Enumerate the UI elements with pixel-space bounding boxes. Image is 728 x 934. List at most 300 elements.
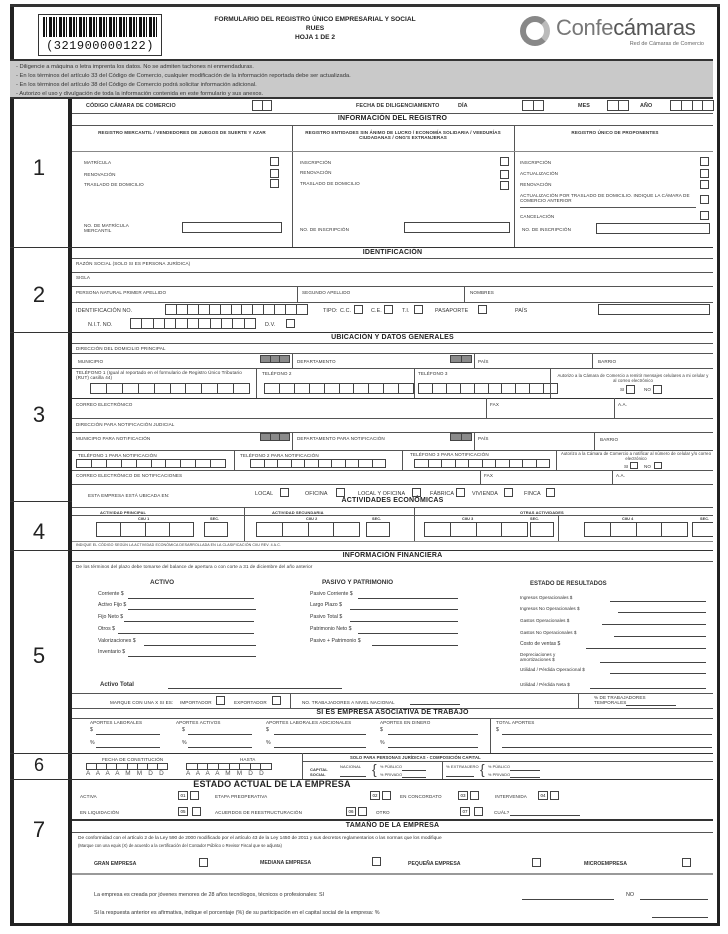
section-number-2: 2 <box>32 282 46 307</box>
divider <box>72 832 713 833</box>
activo-total-input[interactable] <box>168 688 342 689</box>
codigo-camara-label: CÓDIGO CÁMARA DE COMERCIO <box>86 103 176 109</box>
dv-label: D.V. <box>265 322 276 328</box>
divider <box>292 432 293 450</box>
telefono3-input[interactable] <box>418 383 558 394</box>
capital-social-label: CAPITAL SOCIAL <box>310 767 328 777</box>
inventario-label: Inventario $ <box>98 649 126 655</box>
divider <box>292 125 293 247</box>
fecha-constitucion-input[interactable] <box>86 763 168 770</box>
nacional-label: NACIONAL <box>340 764 362 769</box>
nombres-label: NOMBRES <box>470 290 494 295</box>
estado-code: 02 <box>370 791 380 800</box>
divider <box>72 353 713 354</box>
divider <box>592 353 593 368</box>
ciiu1-input[interactable] <box>96 522 194 537</box>
gastos-no-op-input[interactable] <box>614 636 706 637</box>
estado-activa-checkbox[interactable] <box>190 791 199 800</box>
estado-concordato-checkbox[interactable] <box>470 791 479 800</box>
aportes-laborales-label: APORTES LABORALES <box>90 720 143 725</box>
confecamaras-logo <box>520 13 710 53</box>
cual-input[interactable] <box>510 815 580 816</box>
divider <box>297 286 298 302</box>
activo-fijo-input[interactable] <box>128 609 256 610</box>
aportes-laborales-dollar-input[interactable] <box>96 734 160 735</box>
pasivo-title: PASIVO Y PATRIMONIO <box>322 579 394 586</box>
primer-apellido-label: PERSONA NATURAL PRIMER APELLIDO <box>76 290 167 295</box>
privado-label: % PRIVADO <box>488 773 511 777</box>
telefono2-input[interactable] <box>264 383 414 394</box>
estado-concordato-label: EN CONCORDATO <box>400 794 442 799</box>
autoriza-mensajes-label: Autorizo a la Cámara de Comercio a remitir mensajes celulares a mi celular y al correo electrónico <box>557 373 709 383</box>
importador-label: IMPORTADOR <box>180 700 212 705</box>
divider <box>612 470 613 484</box>
dir-notificacion-label: DIRECCIÓN PARA NOTIFICACIÓN JUDICIAL <box>76 422 175 427</box>
autoriza-notificar-si-checkbox[interactable] <box>630 462 638 469</box>
codigo-camara-input[interactable] <box>252 100 272 111</box>
jovenes-question: La empresa es creada por jóvenes menores de 28 años tecnólogos, técnicos o profesionales: SI <box>94 892 325 898</box>
divider <box>474 353 475 368</box>
estado-code: 03 <box>458 791 468 800</box>
fijo-neto-input[interactable] <box>124 621 254 622</box>
gran-empresa-checkbox[interactable] <box>199 858 208 867</box>
section-divider-column <box>68 99 72 923</box>
temporales-label: % DE TRABAJADORES TEMPORALES <box>594 695 646 705</box>
col2-item-label: INSCRIPCIÓN <box>300 160 332 165</box>
col2-title: REGISTRO ENTIDADES SIN ÁNIMO DE LUCRO / ECONOMÍA SOLIDARIA / VEEDURÍAS CIUDADANAS / ONG'S EXTRANJERAS <box>305 130 501 140</box>
estado-preoperativa-checkbox[interactable] <box>382 791 391 800</box>
divider <box>556 450 557 470</box>
ciiu2-input[interactable] <box>256 522 360 537</box>
tamano-instruction: (Marque con una equis (X) de acuerdo a la certificación del Contador Público o Revisor Fiscal que se adjunta) <box>78 843 282 848</box>
pais-label: PAÍS <box>515 308 528 314</box>
divider <box>10 550 713 551</box>
date-format-hint: A A A A M M D D <box>86 770 166 777</box>
utilidad-op-label: Utilidad / Pérdida Operacional $ <box>520 667 585 672</box>
asociativa-title: SI ES EMPRESA ASOCIATIVA DE TRABAJO <box>316 709 469 716</box>
fabrica-checkbox[interactable] <box>456 488 465 497</box>
logo-name: Confecámaras <box>556 15 696 40</box>
col1-title: REGISTRO MERCANTIL / VENDEDORES DE JUEGOS DE SUERTE Y AZAR <box>98 130 266 135</box>
si-label: SI <box>624 464 629 469</box>
barrio-label: BARRIO <box>598 359 617 364</box>
pasivo-corriente-input[interactable] <box>358 598 458 599</box>
col1-item-label: MATRÍCULA <box>84 160 112 165</box>
section-number-5: 5 <box>32 643 46 668</box>
sigla-label: SIGLA <box>76 275 91 280</box>
importador-checkbox[interactable] <box>216 696 225 705</box>
divider <box>72 398 713 399</box>
percent-sign: % <box>266 740 271 746</box>
dollar-sign: $ <box>182 727 185 733</box>
autoriza-mensajes-si-checkbox[interactable] <box>626 385 635 394</box>
jovenes-no-input[interactable] <box>640 899 708 900</box>
resultados-title: ESTADO DE RESULTADOS <box>530 581 607 587</box>
direccion-label: DIRECCIÓN DEL DOMICILIO PRINCIPAL <box>76 346 166 351</box>
total-aportes-dollar-input[interactable] <box>502 734 712 735</box>
traslado-rup-checkbox[interactable] <box>700 195 709 204</box>
largo-plazo-input[interactable] <box>350 609 458 610</box>
pasivo-patrimonio-input[interactable] <box>372 645 458 646</box>
brace-icon: { <box>480 761 485 777</box>
matricula-number-label: NO. DE MATRÍCULA MERCANTIL <box>84 223 129 233</box>
aportes-dinero-percent-input[interactable] <box>388 747 478 748</box>
aportes-adicionales-percent-input[interactable] <box>274 747 366 748</box>
muni-notificacion-label: MUNICIPIO PARA NOTIFICACIÓN <box>76 436 151 441</box>
estado-code: 06 <box>346 807 356 816</box>
logo-subtitle: Red de Cámaras de Comercio <box>629 41 704 47</box>
divider <box>520 207 696 208</box>
traslado-esal-checkbox[interactable] <box>500 181 509 190</box>
estado-reestructuracion-label: ACUERDOS DE REESTRUCTURACIÓN <box>215 810 303 815</box>
form-page <box>10 4 720 926</box>
ingresos-op-label: Ingresos Operacionales $ <box>520 595 573 600</box>
temporales-input[interactable] <box>626 705 676 706</box>
col1-item-label: TRASLADO DE DOMICILIO <box>84 182 144 187</box>
estado-code: 01 <box>178 791 188 800</box>
pasivo-total-input[interactable] <box>350 621 458 622</box>
estado-code: 05 <box>178 807 188 816</box>
col3-item-label: RENOVACIÓN <box>520 182 552 187</box>
porcentaje-input[interactable] <box>652 917 708 918</box>
title-line-2: RUES <box>305 25 325 32</box>
instructions-notice <box>10 59 713 99</box>
ciiu4-input[interactable] <box>584 522 688 537</box>
section-number-3: 3 <box>32 402 46 427</box>
local-checkbox[interactable] <box>280 488 289 497</box>
fax-notificacion-label: FAX <box>484 473 493 478</box>
pais-input[interactable] <box>598 304 710 315</box>
trabajadores-input[interactable] <box>410 704 460 705</box>
divider <box>614 398 615 418</box>
otras-actividades-label: OTRAS ACTIVIDADES <box>520 510 564 515</box>
inventario-input[interactable] <box>128 656 256 657</box>
sec-label: SEC. <box>372 517 382 521</box>
financiera-intro: De los términos del plazo debe tomarse del balance de apertura o con corte a 31 de diciembre del año anterior <box>76 564 313 569</box>
mediana-empresa-checkbox[interactable] <box>372 857 381 866</box>
depto-notificacion-label: DEPARTAMENTO PARA NOTIFICACIÓN <box>297 436 385 441</box>
cancelacion-rup-checkbox[interactable] <box>700 211 709 220</box>
divider <box>72 507 713 508</box>
utilidad-neta-input[interactable] <box>590 688 706 689</box>
sec3-input[interactable] <box>530 522 554 537</box>
section-number-1: 1 <box>32 155 46 180</box>
local-oficina-checkbox[interactable] <box>412 488 421 497</box>
renovacion-rup-checkbox[interactable] <box>700 180 709 189</box>
divider <box>442 761 443 779</box>
aportes-dinero-label: APORTES EN DINERO <box>380 720 431 725</box>
divider <box>490 718 491 753</box>
traslado-checkbox[interactable] <box>270 179 279 188</box>
autoriza-mensajes-no-checkbox[interactable] <box>653 385 662 394</box>
sec2-input[interactable] <box>366 522 390 537</box>
inscripcion-esal-number-input[interactable] <box>404 222 510 233</box>
cc-label: C.C. <box>340 308 352 314</box>
barrio-notificacion-label: BARRIO <box>600 437 619 442</box>
divider <box>10 247 713 248</box>
estado-liquidacion-label: EN LIQUIDACIÓN <box>80 810 119 815</box>
nacional-publico-input[interactable] <box>402 770 426 771</box>
inscripcion-rup-number-input[interactable] <box>596 223 710 234</box>
ciiu-note: INDIQUE EL CÓDIGO SEGÚN LA ACTIVIDAD ECONÓMICA DESARROLLADA EN LA CLASIFICACIÓN CIIU REV. 4 A.C. <box>76 543 282 547</box>
tel2-notificacion-input[interactable] <box>250 459 386 468</box>
patrimonio-neto-input[interactable] <box>358 633 458 634</box>
depreciaciones-input[interactable] <box>600 662 706 663</box>
sec4-input[interactable] <box>692 522 713 537</box>
patrimonio-neto-label: Patrimonio Neto $ <box>310 626 352 632</box>
nacional-privado-input[interactable] <box>402 777 426 778</box>
actividad-secundaria-label: ACTIVIDAD SECUNDARIA <box>272 510 324 515</box>
no-label: NO <box>644 387 652 392</box>
matricula-checkbox[interactable] <box>270 157 279 166</box>
nacional-input[interactable] <box>340 776 366 777</box>
ti-checkbox[interactable] <box>414 305 423 314</box>
activo-corriente-input[interactable] <box>128 598 254 599</box>
section-number-4: 4 <box>32 519 46 544</box>
municipio-label: MUNICIPIO <box>78 359 104 364</box>
title-line-3: HOJA 1 DE 2 <box>294 34 336 41</box>
divider <box>72 418 713 419</box>
divider <box>302 761 713 762</box>
estado-code: 04 <box>538 791 548 800</box>
gran-empresa-label: GRAN EMPRESA <box>94 861 137 867</box>
ingresos-no-op-label: Ingresos No Operacionales $ <box>520 606 580 611</box>
sec1-input[interactable] <box>204 522 228 537</box>
date-format-hint: A A A A M M D D <box>186 770 266 777</box>
nit-label: N.I.T. NO. <box>88 322 113 328</box>
ingresos-no-op-input[interactable] <box>618 612 706 613</box>
divider <box>72 561 713 562</box>
ingresos-op-input[interactable] <box>610 601 706 602</box>
estado-activa-label: ACTIVA <box>80 794 97 799</box>
section3-title: UBICACIÓN Y DATOS GENERALES <box>331 334 454 341</box>
divider <box>72 368 713 369</box>
section-number-6: 6 <box>33 755 44 775</box>
depreciaciones-label: Depreciaciones y amortizaciones $ <box>520 652 556 662</box>
divider <box>514 125 515 247</box>
activo-fijo-label: Activo Fijo $ <box>98 602 127 608</box>
fecha-label: FECHA DE DILIGENCIAMIENTO <box>356 103 440 109</box>
renovacion-esal-checkbox[interactable] <box>500 170 509 179</box>
divider <box>474 432 475 450</box>
jovenes-no-label: NO <box>626 892 635 898</box>
tel1-notificacion-input[interactable] <box>76 459 226 468</box>
col3-item-label: ACTUALIZACIÓN POR TRASLADO DE DOMICILIO. INDIQUE LA CÁMARA DE COMERCIO ANTERIOR <box>520 193 690 203</box>
activo-total-label: Activo Total <box>100 682 134 688</box>
estado-code: 07 <box>460 807 470 816</box>
sec-label: SEC. <box>210 517 220 521</box>
cc-checkbox[interactable] <box>354 305 363 314</box>
publico-label: % PÚBLICO <box>380 765 402 769</box>
estado-otro-checkbox[interactable] <box>474 807 483 816</box>
divider <box>72 151 713 152</box>
ubicacion-option-label: OFICINA <box>305 491 328 497</box>
section5-title: INFORMACIÓN FINANCIERA <box>342 552 443 559</box>
divider <box>72 272 713 273</box>
largo-plazo-label: Largo Plazo $ <box>310 602 343 608</box>
divider <box>558 515 559 541</box>
otros-input[interactable] <box>118 633 254 634</box>
divider <box>10 753 713 754</box>
identificacion-input[interactable] <box>165 304 308 315</box>
divider <box>414 507 415 541</box>
tel3-notificacion-input[interactable] <box>414 459 550 468</box>
divider <box>72 718 713 719</box>
divider <box>578 693 579 708</box>
pequena-empresa-label: PEQUEÑA EMPRESA <box>408 861 461 867</box>
ciiu3-input[interactable] <box>424 522 528 537</box>
fecha-hasta-input[interactable] <box>186 763 272 770</box>
pequena-empresa-checkbox[interactable] <box>532 858 541 867</box>
ciiu-label: CIIU 1 <box>138 517 150 521</box>
utilidad-op-input[interactable] <box>610 673 706 674</box>
divider <box>10 332 713 333</box>
tamano-title: TAMAÑO DE LA EMPRESA <box>345 822 440 829</box>
total-aportes-label: TOTAL APORTES <box>496 720 535 725</box>
dia-label: DÍA <box>458 103 468 109</box>
ce-checkbox[interactable] <box>384 305 393 314</box>
divider <box>72 343 713 344</box>
pasivo-total-label: Pasivo Total $ <box>310 614 343 620</box>
inscripcion-rup-checkbox[interactable] <box>700 157 709 166</box>
autoriza-notificar-label: Autorizo a la Cámara de Comercio a notificar al número de celular y/o correo electrónico <box>560 451 712 461</box>
ti-label: T.I. <box>402 308 410 314</box>
otros-label: Otros $ <box>98 626 116 632</box>
activo-title: ACTIVO <box>150 579 175 586</box>
ubicacion-option-label: LOCAL <box>255 491 274 497</box>
percent-sign: % <box>90 740 95 746</box>
departamento-code-input[interactable] <box>450 355 472 363</box>
depto-notificacion-code-input[interactable] <box>450 433 472 441</box>
aportes-dinero-dollar-input[interactable] <box>388 734 478 735</box>
renovacion-checkbox[interactable] <box>270 169 279 178</box>
pasivo-patrimonio-label: Pasivo + Patrimonio $ <box>310 638 361 644</box>
muni-notificacion-code-input[interactable] <box>260 433 290 441</box>
valorizaciones-input[interactable] <box>144 645 256 646</box>
extranjero-publico-input[interactable] <box>510 770 540 771</box>
cual-label: CUÁL? <box>494 810 510 815</box>
gastos-no-op-label: Gastos No Operacionales $ <box>520 630 577 635</box>
brace-icon: { <box>372 761 377 777</box>
divider <box>72 432 713 433</box>
dv-input[interactable] <box>286 319 295 328</box>
telefono1-input[interactable] <box>90 383 250 394</box>
actualizacion-rup-checkbox[interactable] <box>700 169 709 178</box>
divider <box>72 302 713 303</box>
inscripcion-esal-checkbox[interactable] <box>500 157 509 166</box>
correo-label: CORREO ELECTRÓNICO <box>76 402 133 407</box>
mes-label: MES <box>578 103 590 109</box>
ubicacion-label: ESTA EMPRESA ESTÁ UBICADA EN: <box>88 493 170 498</box>
ubicacion-option-label: LOCAL Y OFICINA <box>358 491 406 497</box>
divider <box>256 368 257 398</box>
estado-preoperativa-label: ETAPA PREOPERATIVA <box>215 794 268 799</box>
divider <box>72 125 713 126</box>
extranjero-label: % EXTRANJERO <box>446 764 479 769</box>
dollar-sign: $ <box>266 727 269 733</box>
col3-item-label: INSCRIPCIÓN <box>520 160 552 165</box>
extranjero-privado-input[interactable] <box>510 777 540 778</box>
ciiu-label: CIIU 2 <box>306 517 318 521</box>
section-number-7: 7 <box>32 817 46 842</box>
ciiu-label: CIIU 3 <box>462 517 474 521</box>
percent-sign: % <box>380 740 385 746</box>
nit-input[interactable] <box>130 318 256 329</box>
municipio-code-input[interactable] <box>260 355 290 363</box>
total-aportes-percent-input[interactable] <box>502 747 712 748</box>
microempresa-checkbox[interactable] <box>682 858 691 867</box>
aportes-activos-percent-input[interactable] <box>188 747 252 748</box>
fecha-constitucion-label: FECHA DE CONSTITUCIÓN <box>102 757 164 762</box>
costo-ventas-input[interactable] <box>586 648 706 649</box>
fax-label: FAX <box>490 402 499 407</box>
finca-checkbox[interactable] <box>546 488 555 497</box>
estado-intervenida-checkbox[interactable] <box>550 791 559 800</box>
tel3-notificacion-label: TELÉFONO 3 PARA NOTIFICACIÓN <box>410 452 489 457</box>
exportador-checkbox[interactable] <box>272 696 281 705</box>
extranjero-input[interactable] <box>446 776 474 777</box>
divider <box>72 819 713 821</box>
dia-input[interactable] <box>522 100 544 111</box>
estado-liquidacion-checkbox[interactable] <box>192 807 201 816</box>
matricula-number-input[interactable] <box>182 222 282 233</box>
pasivo-corriente-label: Pasivo Corriente $ <box>310 591 353 597</box>
col3-title: REGISTRO ÚNICO DE PROPONENTES <box>571 130 659 135</box>
publico-label: % PÚBLICO <box>488 765 510 769</box>
gastos-op-input[interactable] <box>602 624 706 625</box>
hasta-label: HASTA <box>240 757 256 762</box>
autoriza-notificar-no-checkbox[interactable] <box>654 462 662 469</box>
anio-input[interactable] <box>670 100 714 111</box>
valorizaciones-label: Valorizaciones $ <box>98 638 136 644</box>
divider <box>480 470 481 484</box>
inscripcion-esal-number-label: NO. DE INSCRIPCIÓN <box>300 227 350 232</box>
telefono2-label: TELÉFONO 2 <box>262 371 292 376</box>
divider <box>464 286 465 302</box>
vivienda-checkbox[interactable] <box>504 488 513 497</box>
actividad-principal-label: ACTIVIDAD PRINCIPAL <box>100 510 147 515</box>
divider <box>486 398 487 418</box>
ubicacion-option-label: FÁBRICA <box>430 491 455 497</box>
aportes-activos-dollar-input[interactable] <box>188 734 252 735</box>
dollar-sign: $ <box>90 727 93 733</box>
col3-item-label: ACTUALIZACIÓN <box>520 171 559 176</box>
jovenes-si-input[interactable] <box>522 899 614 900</box>
divider <box>550 368 551 398</box>
barcode-bars <box>43 17 157 37</box>
identificacion-label: IDENTIFICACIÓN NO. <box>76 308 133 314</box>
aportes-laborales-percent-input[interactable] <box>96 747 160 748</box>
title-line-1: FORMULARIO DEL REGISTRO ÚNICO EMPRESARIAL Y SOCIAL <box>214 16 416 23</box>
no-label: NO <box>644 464 652 469</box>
divider <box>10 501 72 502</box>
estado-reestructuracion-checkbox[interactable] <box>358 807 367 816</box>
col1-item-label: RENOVACIÓN <box>84 172 116 177</box>
privado-label: % PRIVADO <box>380 773 403 777</box>
marque-label: MARQUE CON UNA X SI ES: <box>110 700 174 705</box>
aportes-adicionales-dollar-input[interactable] <box>274 734 366 735</box>
mes-input[interactable] <box>607 100 629 111</box>
pasaporte-checkbox[interactable] <box>478 305 487 314</box>
oficina-checkbox[interactable] <box>336 488 345 497</box>
si-label: SI <box>620 387 625 392</box>
notice-line: - Diligencie a máquina o letra imprenta los datos. No se admiten tachones ni enmendaduras. <box>16 64 254 70</box>
ubicacion-option-label: FINCA <box>524 491 541 497</box>
divider <box>72 873 713 875</box>
ubicacion-option-label: VIVIENDA <box>472 491 498 497</box>
divider <box>244 507 245 541</box>
divider <box>72 286 713 287</box>
